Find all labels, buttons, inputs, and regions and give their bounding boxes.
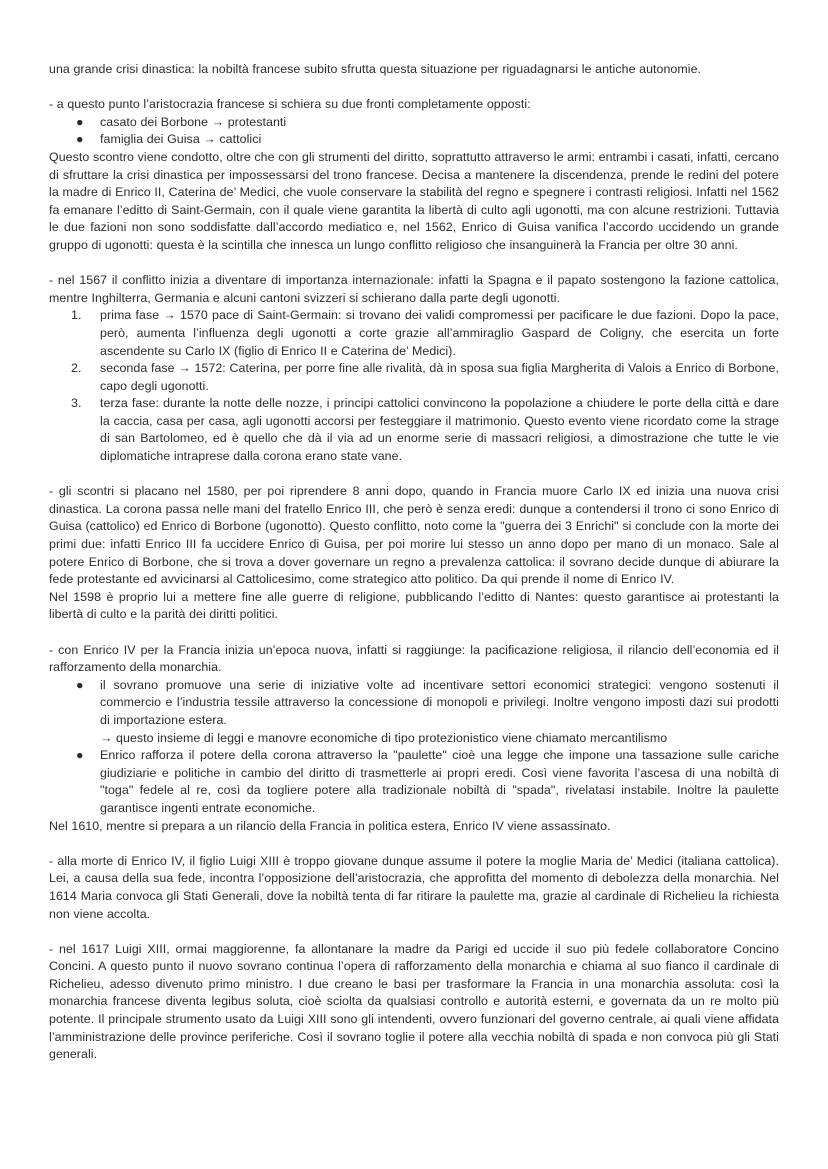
paragraph: - alla morte di Enrico IV, il figlio Luigi XIII è troppo giovane dunque assume il potere la moglie Maria de’ Medici (italiana cattolica). Lei, a causa della sua fede, incontra l’opposizione dell’aristocrazia, che approfitta del momento di debolezza della monarchia. Nel 1614 Maria convoca gli Stati Generali, dove la nobiltà tenta di far ritirare la paulette ma, grazie al cardinale di Richelieu la richiesta non viene accolta.	[49, 853, 779, 921]
list-item	[49, 131, 779, 149]
bullet-dot-icon: ●	[76, 677, 84, 692]
bullet-list	[49, 677, 779, 730]
paragraph: Nel 1610, mentre si prepara a un rilancio della Francia in politica estera, Enrico IV viene assassinato.	[49, 818, 611, 833]
paragraph: - con Enrico IV per la Francia inizia un’epoca nuova, infatti si raggiunge: la pacificazione religiosa, il rilancio dell’economia ed il rafforzamento della monarchia.	[49, 642, 779, 675]
document-body	[49, 61, 779, 1064]
numbered-list-item	[49, 360, 779, 395]
bullet-dot-icon: ●	[76, 748, 84, 763]
list-number-marker: 3.	[71, 396, 82, 411]
list-number-marker: 1.	[71, 308, 82, 323]
numbered-list-item-text: seconda fase → 1572: Caterina, per porre fine alle rivalità, dà in sposa sua figlia Margherita di Valois a Enrico di Borbone, capo degli ugonotti.	[100, 361, 779, 393]
list-item	[49, 747, 779, 817]
list-item-text: casato dei Borbone → protestanti	[100, 114, 287, 129]
bullet-dot-icon: ●	[76, 114, 84, 129]
paragraph: una grande crisi dinastica: la nobiltà francese subito sfrutta questa situazione per riguadagnarsi le antiche autonomie.	[49, 62, 702, 76]
bullet-list	[49, 747, 779, 817]
list-item-text: famiglia dei Guisa → cattolici	[100, 132, 262, 147]
paragraph-spacer	[49, 923, 779, 941]
paragraph-spacer	[49, 466, 779, 484]
paragraph: - gli scontri si placano nel 1580, per poi riprendere 8 anni dopo, quando in Francia muore Carlo IX ed inizia una nuova crisi dinastica. La corona passa nelle mani del fratello Enrico III, che però è senza eredi: dunque a contendersi il trono ci sono Enrico di Guisa (cattolico) ed Enrico di Borbone (ugonotto). Questo conflitto, noto come la "guerra dei 3 Enrichi" si conclude con la morte dei primi due: infatti Enrico III fa uccidere Enrico di Guisa, per poi morire lui stesso un anno dopo per mano di un monaco. Sale al potere Enrico di Borbone, che si trova a dover governare un regno a prevalenza cattolica: il sovrano decide dunque di abiurare la fede protestante ed avvicinarsi al Cattolicesimo, come strategico atto politico. Da qui prende il nome di Enrico IV.	[49, 484, 779, 587]
paragraph-spacer	[49, 255, 779, 273]
arrow-note-line: → questo insieme di leggi e manovre economiche di tipo protezionistico viene chiamato mercantilismo	[100, 730, 668, 745]
paragraph-spacer	[49, 835, 779, 853]
list-item-text: Enrico rafforza il potere della corona attraverso la "paulette" cioè una legge che impone una tassazione sulle cariche giudiziarie e politiche in cambio del diritto di trasmetterle ai propri eredi. Così viene favorita l’ascesa di una nobiltà di "toga" fedele al re, così da togliere potere alla tradizionale nobiltà di "spada", rivelatasi instabile. Inoltre la paulette garantisce ingenti entrate economiche.	[100, 748, 779, 815]
numbered-list-item-text: terza fase: durante la notte delle nozze, i principi cattolici convincono la popolazione a chiudere le porte della città e dare la caccia, casa per casa, agli ugonotti accorsi per festeggiare il matrimonio. Questo evento viene ricordato come la strage di san Bartolomeo, ed è quello che dà il via ad un enorme serie di massacri religiosi, a dimostrazione che tutte le vie diplomatiche intraprese dalla corona erano state vane.	[100, 396, 779, 464]
paragraph: Nel 1598 è proprio lui a mettere fine alle guerre di religione, pubblicando l’editto di Nantes: questo garantisce ai protestanti la libertà di culto e la parità dei diritti politici.	[49, 589, 779, 622]
ordered-list	[49, 307, 779, 465]
numbered-list-item	[49, 395, 779, 465]
bullet-dot-icon: ●	[76, 132, 84, 147]
numbered-list-item	[49, 307, 779, 360]
paragraph-spacer	[49, 79, 779, 97]
list-item-text: il sovrano promuove una serie di iniziative volte ad incentivare settori economici strategici: vengono sostenuti il commercio e l’industria tessile attraverso la concessione di monopoli e privilegi. Inoltre vengono imposti dazi sui prodotti di importazione estera.	[100, 677, 779, 727]
numbered-list-item-text: prima fase → 1570 pace di Saint-Germain: si trovano dei validi compromessi per pacificare le due fazioni. Dopo la pace, però, aumenta l’influenza degli ugonotti a corte grazie all’ammiraglio Gaspard de Coligny, che esercita un forte ascendente su Carlo IX (figlio di Enrico II e Caterina de’ Medici).	[100, 308, 779, 358]
paragraph: - nel 1567 il conflitto inizia a diventare di importanza internazionale: infatti la Spagna e il papato sostengono la fazione cattolica, mentre Inghilterra, Germania e alcuni cantoni svizzeri si schierano dalla parte degli ugonotti.	[49, 273, 779, 305]
bullet-list	[49, 114, 779, 149]
paragraph: Questo scontro viene condotto, oltre che con gli strumenti del diritto, soprattutto attraverso le armi: entrambi i casati, infatti, cercano di sfruttare la crisi dinastica per impossessarsi del trono francese. Decisa a mantenere la discendenza, prende le redini del potere la madre di Enrico II, Caterina de’ Medici, che vuole conservare la stabilità del regno e spegnere i contrasti religiosi. Infatti nel 1562 fa emanare l’editto di Saint-Germain, con il quale viene garantita la libertà di culto agli ugonotti, ma con alcune restrizioni. Tuttavia le due fazioni non sono soddisfatte dall’accordo mediatico e, nel 1562, Enrico di Guisa vanifica l’accordo uccidendo un grande gruppo di ugonotti: questa è la scintilla che innesca un lungo conflitto religioso che insanguinerà la Francia per oltre 30 anni.	[49, 149, 779, 252]
paragraph: - a questo punto l’aristocrazia francese si schiera su due fronti completamente opposti:	[49, 97, 531, 112]
list-number-marker: 2.	[71, 361, 82, 376]
list-item	[49, 677, 779, 730]
paragraph: - nel 1617 Luigi XIII, ormai maggiorenne, fa allontanare la madre da Parigi ed uccide il suo più fedele collaboratore Concino Concini. A questo punto il nuovo sovrano continua l’opera di rafforzamento della monarchia e chiama al suo fianco il cardinale di Richelieu, adesso divenuto primo ministro. I due creano le basi per trasformare la Francia in una monarchia assoluta: così la monarchia francese diventa legibus soluta, cioè sciolta da qualsiasi controllo e autorità esterni, e governata da un re molto più potente. Il principale strumento usato da Luigi XIII sono gli intendenti, ovvero funzionari del governo centrale, ai quali viene affidata l’amministrazione delle province periferiche. Così il sovrano toglie il potere alla vecchia nobiltà di spada e non convoca più gli Stati generali.	[49, 941, 779, 1062]
list-item	[49, 114, 779, 132]
paragraph-spacer	[49, 624, 779, 642]
